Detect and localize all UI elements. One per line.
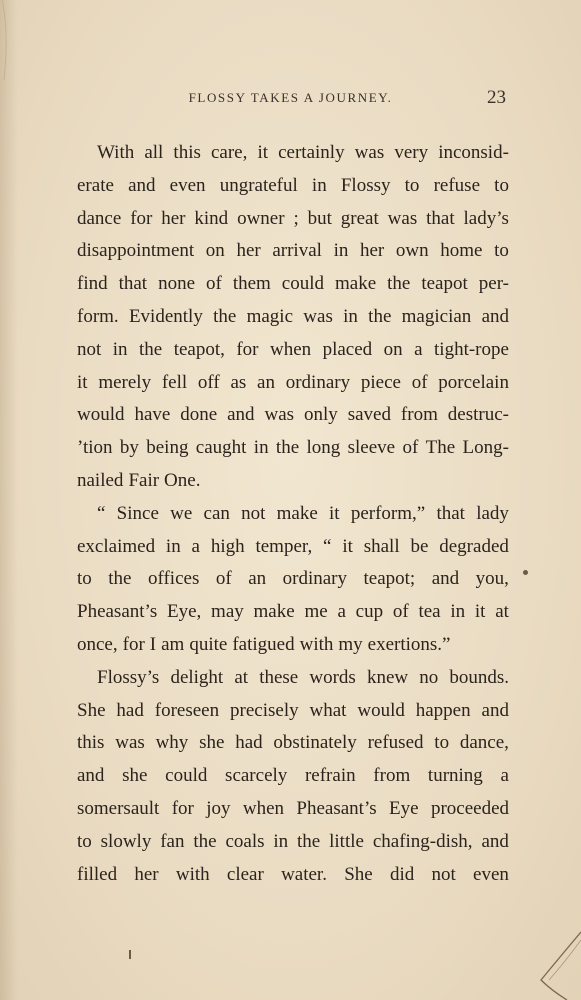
word: but: [307, 207, 332, 229]
word: in: [311, 174, 327, 196]
word: form.: [77, 305, 119, 327]
word: in: [450, 601, 466, 623]
word: to: [77, 568, 92, 590]
word: shall: [363, 535, 400, 557]
word: you,: [475, 568, 509, 590]
word: happen: [415, 699, 471, 721]
word: bounds.: [449, 666, 509, 688]
word: and: [431, 568, 460, 590]
word: at: [495, 601, 509, 623]
word: it: [342, 535, 353, 557]
word: in: [165, 535, 181, 557]
word: proceeded: [430, 797, 509, 819]
word: Flossy’s: [97, 666, 160, 688]
word: could: [165, 765, 208, 787]
word: all: [144, 142, 164, 163]
word: teapot,: [173, 338, 225, 360]
word: of: [206, 273, 222, 295]
word: have: [134, 404, 171, 426]
word: porcelain: [438, 371, 509, 393]
word: She: [77, 699, 106, 721]
word: make: [276, 502, 318, 524]
word: with: [175, 863, 210, 885]
word: great: [340, 207, 379, 229]
word: lady’s: [463, 207, 509, 229]
word: for: [130, 207, 153, 229]
word: to: [494, 240, 509, 262]
word: in: [273, 830, 289, 852]
word: from: [400, 404, 438, 426]
word: once,: [77, 633, 118, 655]
word: a: [414, 338, 423, 360]
word: of: [411, 371, 428, 393]
word: the: [368, 305, 392, 327]
word: home: [440, 240, 483, 262]
word: it: [257, 142, 269, 163]
word: with: [299, 633, 334, 655]
word: and: [481, 699, 509, 721]
word: it: [474, 601, 486, 623]
word: Long-: [462, 437, 509, 459]
word: water.: [281, 863, 327, 885]
word: scarcely: [225, 765, 288, 787]
word: in: [333, 240, 349, 262]
word: coals: [225, 830, 265, 852]
word: only: [304, 404, 338, 426]
word: kind: [194, 207, 229, 229]
word: the: [108, 568, 132, 590]
word: in: [253, 437, 269, 459]
binding-shadow: [0, 0, 20, 80]
word: to: [404, 174, 420, 196]
word: Pheasant’s: [77, 601, 158, 623]
word: would: [77, 404, 125, 426]
word: arrival: [272, 240, 322, 262]
running-head: [0, 87, 581, 114]
word: certainly: [278, 142, 345, 163]
word: it: [77, 371, 88, 393]
word: ’tion: [77, 437, 113, 459]
text-line: [77, 498, 509, 531]
word: little: [329, 830, 364, 852]
word: to: [494, 174, 509, 196]
word: perform,”: [350, 502, 426, 524]
text-line: [77, 760, 509, 793]
text-line: [77, 793, 509, 826]
word: would: [357, 699, 405, 721]
word: refuse: [433, 174, 481, 196]
word: had: [116, 699, 144, 721]
word: had: [235, 732, 263, 754]
text-line: [77, 596, 509, 629]
word: and: [77, 765, 105, 787]
text-line: [77, 137, 509, 170]
word: chafing-dish,: [372, 830, 473, 852]
text-line: [77, 662, 509, 695]
word: she: [199, 732, 225, 754]
word: cup: [355, 601, 384, 623]
word: teapot: [421, 273, 468, 295]
word: disappointment: [77, 240, 195, 262]
word: did: [389, 863, 415, 885]
text-line: [77, 432, 509, 465]
word: foreseen: [154, 699, 220, 721]
word: the: [297, 830, 321, 852]
word: merely: [98, 371, 152, 393]
word: an: [257, 371, 275, 393]
word: may: [211, 601, 244, 623]
word: per-: [478, 273, 509, 295]
word: that: [118, 273, 148, 295]
margin-tick: [129, 950, 131, 959]
word: make: [335, 273, 377, 295]
word: long: [306, 437, 341, 459]
text-line: [77, 203, 509, 236]
page-number: 23: [487, 87, 506, 108]
word: done: [180, 404, 218, 426]
word: to: [77, 830, 92, 852]
word: am: [161, 633, 185, 655]
word: caught: [195, 437, 247, 459]
word: she: [122, 765, 148, 787]
word: sleeve: [347, 437, 396, 459]
text-line: [77, 367, 509, 400]
word: lady: [476, 502, 509, 524]
word: we: [170, 502, 193, 524]
word: off: [197, 371, 220, 393]
word: for: [236, 338, 259, 360]
word: The: [425, 437, 456, 459]
word: not: [431, 863, 456, 885]
word: “: [97, 502, 106, 524]
word: in: [343, 305, 358, 327]
word: not: [241, 502, 266, 524]
word: what: [309, 699, 347, 721]
word: the: [275, 437, 300, 459]
word: the: [213, 305, 237, 327]
text-line: [77, 465, 509, 498]
word: ordinary: [282, 568, 347, 590]
word: exertions.”: [367, 633, 451, 655]
word: make: [253, 601, 295, 623]
word: Evidently: [128, 305, 203, 327]
page-corner-curl: [521, 910, 581, 1000]
word: find: [77, 273, 108, 295]
word: an: [248, 568, 267, 590]
word: fan: [160, 830, 185, 852]
word: words: [309, 666, 356, 688]
word: when: [242, 797, 285, 819]
word: magician: [401, 305, 472, 327]
body-text: [77, 137, 509, 891]
word: was: [354, 142, 385, 163]
word: for: [171, 797, 194, 819]
word: Eye: [389, 797, 419, 819]
text-line: [77, 826, 509, 859]
text-line: [77, 334, 509, 367]
word: even: [169, 174, 206, 196]
word: even: [473, 863, 509, 885]
word: this: [173, 142, 201, 163]
word: to: [434, 732, 450, 754]
word: nailed: [77, 469, 124, 491]
word: on: [383, 338, 403, 360]
text-line: [77, 531, 509, 564]
word: I: [149, 633, 157, 655]
word: ungrateful: [219, 174, 298, 196]
word: a: [191, 535, 200, 557]
word: own: [395, 240, 429, 262]
word: for: [122, 633, 145, 655]
word: when: [269, 338, 312, 360]
word: obstinately: [273, 732, 357, 754]
word: was: [303, 305, 333, 327]
word: on: [205, 240, 225, 262]
word: was: [264, 404, 295, 426]
word: slowly: [100, 830, 152, 852]
text-line: [77, 563, 509, 596]
text-line: [77, 170, 509, 203]
word: temper,: [255, 535, 313, 557]
word: by: [119, 437, 139, 459]
word: teapot;: [363, 568, 416, 590]
word: could: [281, 273, 325, 295]
word: offices: [148, 568, 200, 590]
text-line: [77, 629, 509, 662]
word: was: [115, 732, 145, 754]
word: her: [161, 207, 186, 229]
word: high: [210, 535, 245, 557]
word: inconsid-: [438, 142, 509, 163]
word: that: [436, 502, 465, 524]
word: my: [338, 633, 363, 655]
word: from: [373, 765, 411, 787]
word: her: [359, 240, 385, 262]
word: placed: [322, 338, 373, 360]
word: this: [77, 732, 105, 754]
word: precisely: [230, 699, 299, 721]
word: refused: [367, 732, 424, 754]
text-line: [77, 268, 509, 301]
text-line: [77, 695, 509, 728]
word: the: [193, 830, 217, 852]
word: magic: [246, 305, 294, 327]
word: degraded: [439, 535, 509, 557]
word: destruc-: [447, 404, 509, 426]
word: of: [402, 437, 419, 459]
word: it: [329, 502, 340, 524]
word: She: [344, 863, 373, 885]
word: that: [426, 207, 455, 229]
word: the: [387, 273, 411, 295]
word: exclaimed: [77, 535, 156, 557]
word: them: [232, 273, 271, 295]
word: be: [410, 535, 429, 557]
word: Eye,: [166, 601, 202, 623]
word: knew: [366, 666, 409, 688]
word: With: [97, 142, 135, 163]
word: ;: [293, 207, 299, 229]
word: joy: [206, 797, 231, 819]
word: very: [394, 142, 429, 163]
word: piece: [360, 371, 401, 393]
word: ordinary: [285, 371, 351, 393]
word: was: [387, 207, 418, 229]
word: none: [158, 273, 196, 295]
word: delight: [170, 666, 224, 688]
text-line: [77, 235, 509, 268]
word: dance,: [459, 732, 509, 754]
word: her: [236, 240, 261, 262]
word: saved: [347, 404, 391, 426]
word: in: [112, 338, 128, 360]
word: and: [481, 830, 509, 852]
word: turning: [427, 765, 483, 787]
word: owner: [237, 207, 285, 229]
text-line: [77, 727, 509, 760]
word: refrain: [304, 765, 356, 787]
word: fatigued: [232, 633, 295, 655]
word: erate: [77, 174, 114, 196]
word: somersault: [77, 797, 160, 819]
running-title: FLOSSY TAKES A JOURNEY.: [188, 90, 393, 105]
word: fell: [161, 371, 188, 393]
word: and: [481, 305, 509, 327]
word: One.: [164, 469, 201, 491]
word: the: [139, 338, 163, 360]
text-line: [77, 301, 509, 334]
word: a: [500, 765, 509, 787]
word: Fair: [128, 469, 160, 491]
word: dance: [77, 207, 122, 229]
word: Since: [116, 502, 159, 524]
word: a: [337, 601, 346, 623]
word: tight-rope: [434, 338, 509, 360]
word: tea: [418, 601, 441, 623]
word: clear: [226, 863, 264, 885]
word: and: [128, 174, 156, 196]
word: quite: [189, 633, 228, 655]
text-line: [77, 859, 509, 892]
word: no: [419, 666, 439, 688]
word: Pheasant’s: [296, 797, 377, 819]
word: me: [304, 601, 328, 623]
word: these: [259, 666, 299, 688]
word: “: [323, 535, 332, 557]
word: not: [77, 338, 102, 360]
word: being: [146, 437, 189, 459]
word: at: [234, 666, 249, 688]
word: why: [155, 732, 189, 754]
word: of: [215, 568, 232, 590]
word: of: [392, 601, 409, 623]
margin-dot: [523, 570, 528, 575]
word: can: [203, 502, 230, 524]
word: and: [227, 404, 255, 426]
word: Flossy: [340, 174, 391, 196]
text-line: [77, 399, 509, 432]
word: as: [230, 371, 247, 393]
word: her: [134, 863, 159, 885]
word: care,: [210, 142, 248, 163]
word: filled: [77, 863, 118, 885]
